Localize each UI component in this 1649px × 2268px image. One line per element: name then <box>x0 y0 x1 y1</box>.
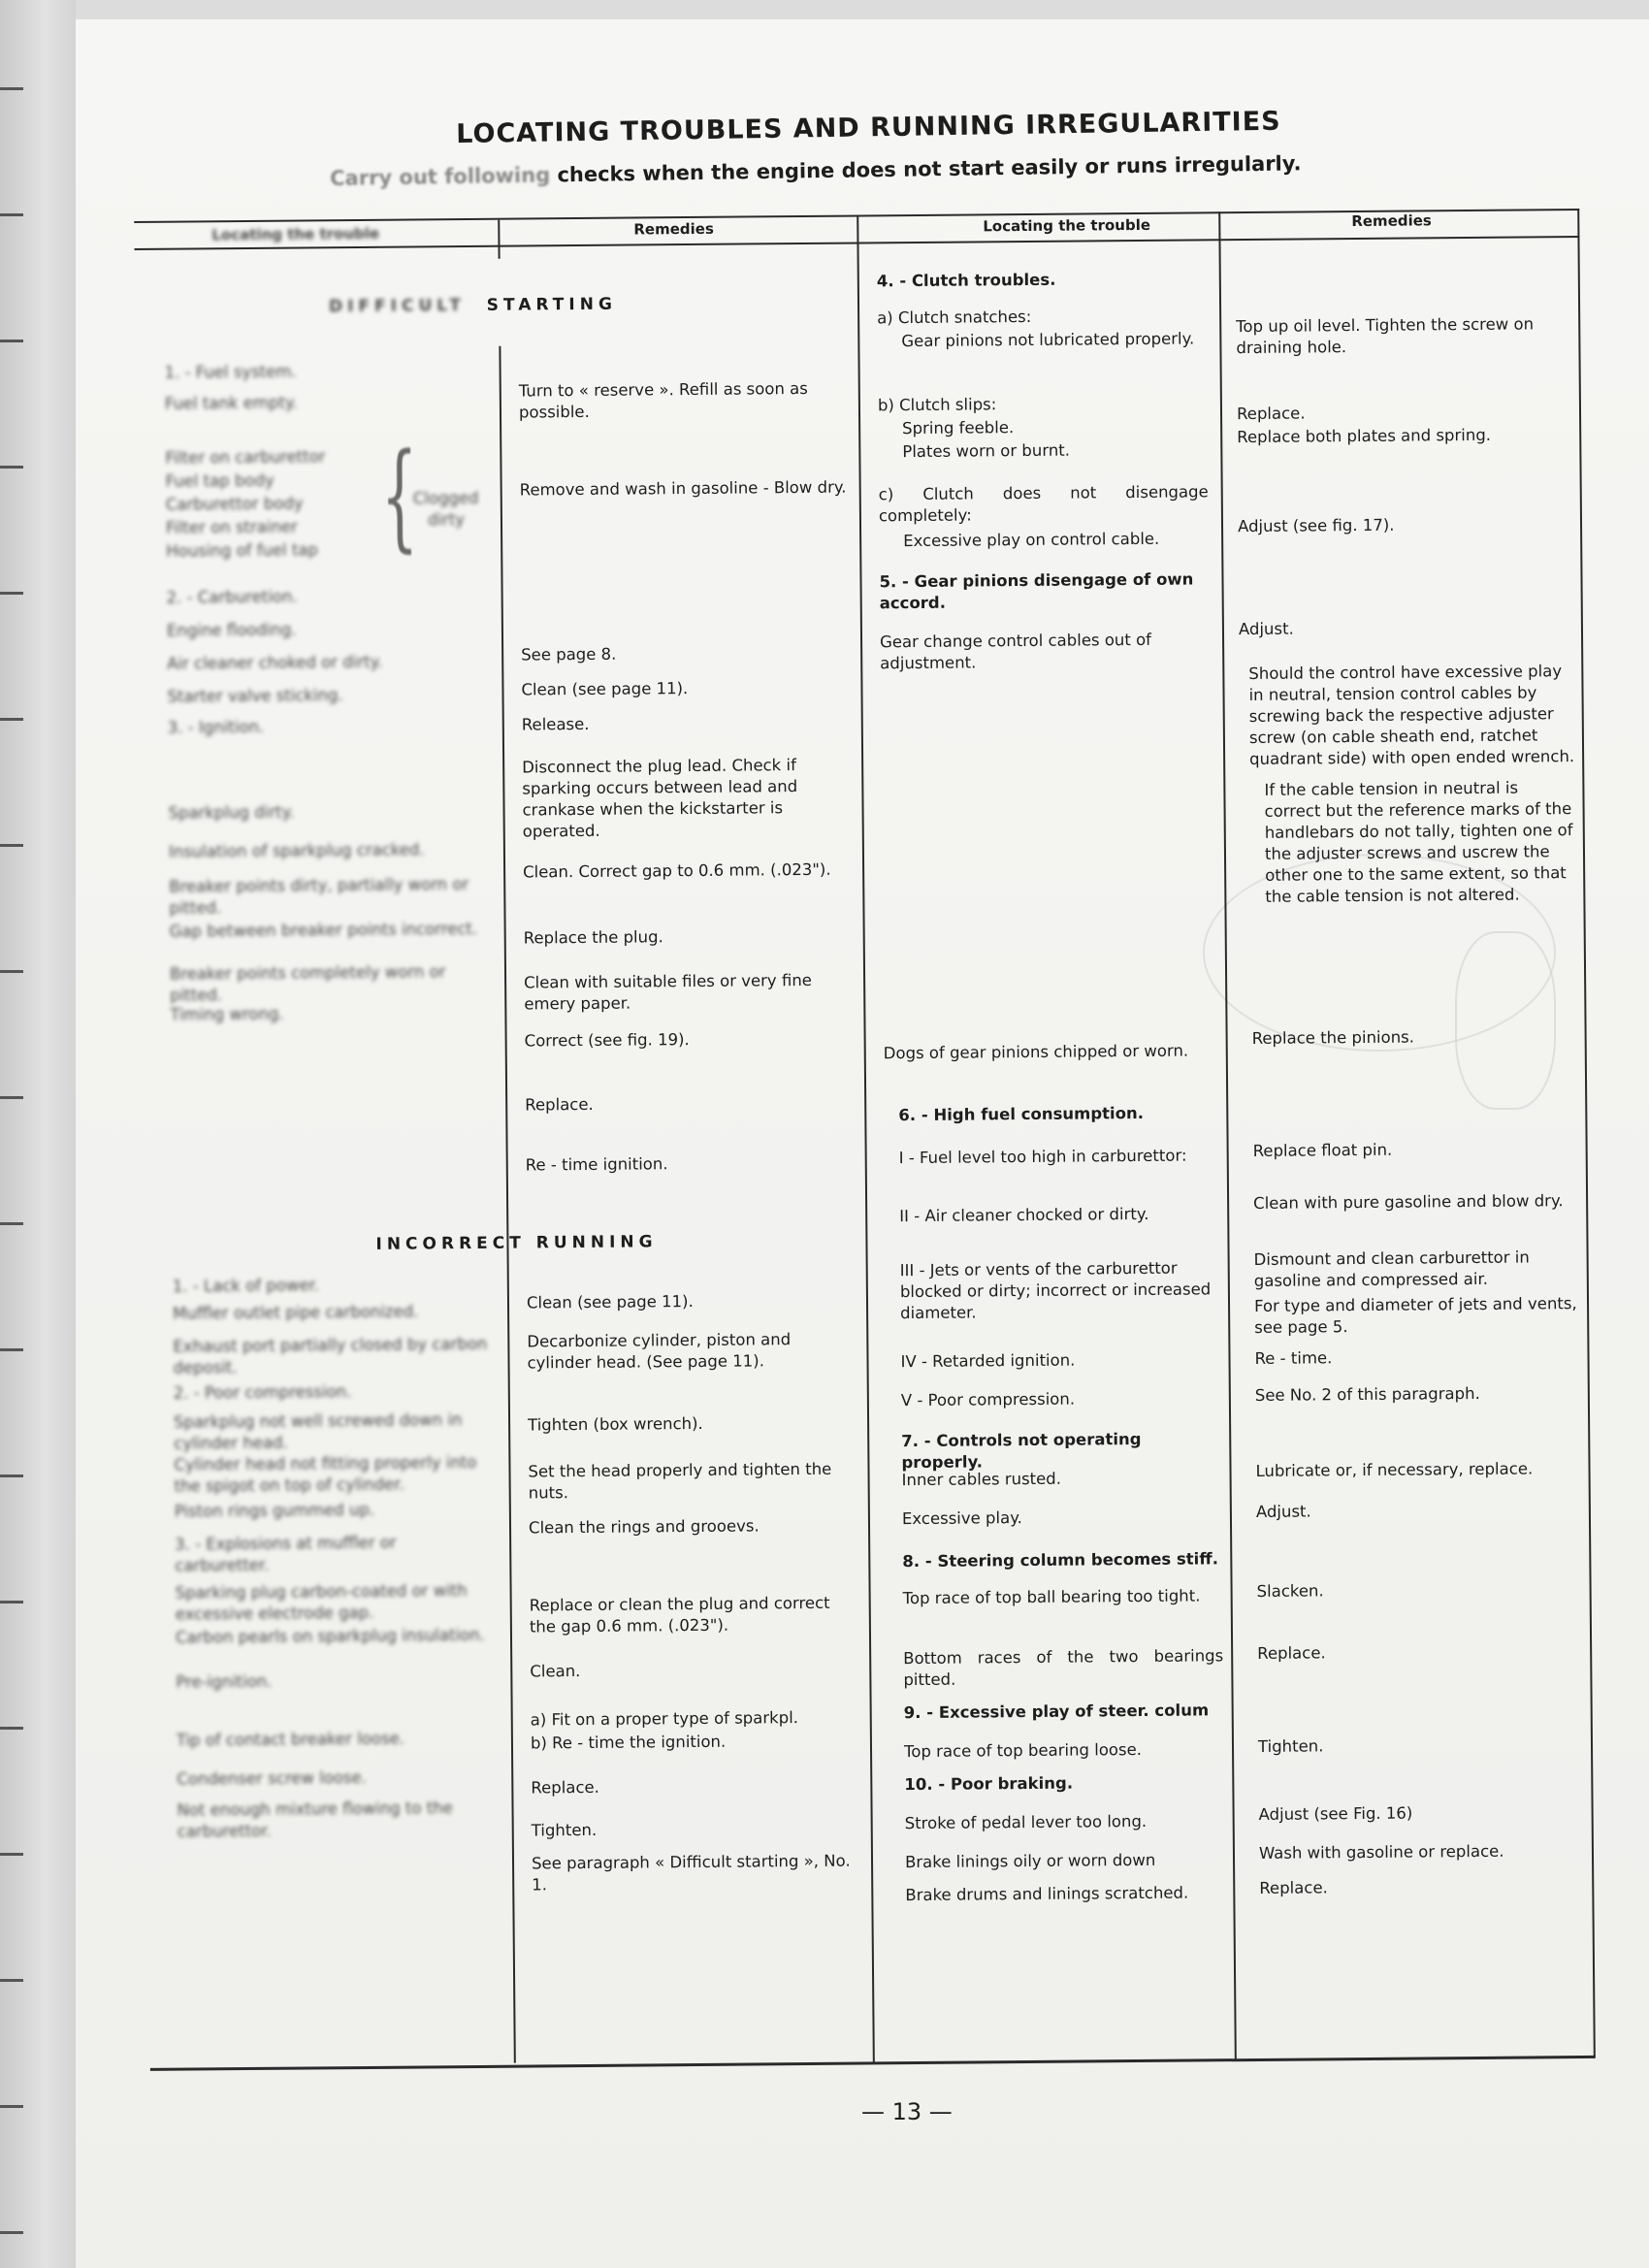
left-trouble: Pre-ignition. <box>176 1671 273 1692</box>
left-trouble: Not enough mixture flowing to the carburettor. <box>177 1798 453 1841</box>
left-trouble: Engine flooding. <box>166 620 297 640</box>
left-remedy: Set the head properly and tighten the nuts. <box>528 1459 832 1503</box>
left-remedy: Turn to « reserve ». Refill as soon as possible. <box>518 378 808 422</box>
right-trouble: Dogs of gear pinions chipped or worn. <box>883 1041 1189 1063</box>
left-remedy: Tighten. <box>531 1820 598 1840</box>
left-trouble: Exhaust port partially closed by carbon deposit. <box>173 1334 488 1377</box>
left-trouble: 3. - Ignition. <box>167 717 265 737</box>
right-trouble-heading: 9. - Excessive play of steer. colum <box>903 1701 1210 1723</box>
left-remedy: Clean with suitable files or very fine emery paper. <box>524 970 812 1014</box>
right-trouble: a) Clutch snatches: <box>877 307 1032 328</box>
left-remedy: Re - time ignition. <box>525 1154 668 1175</box>
right-trouble: Top race of top bearing loose. <box>903 1739 1143 1762</box>
right-trouble: Stroke of pedal lever too long. <box>904 1811 1148 1833</box>
header-left-locating: Locating the trouble <box>211 224 380 244</box>
right-trouble: Brake linings oily or worn down <box>904 1850 1156 1872</box>
right-trouble: I - Fuel level too high in carburettor: <box>898 1146 1187 1168</box>
left-remedy: Clean (see page 11). <box>526 1292 694 1312</box>
right-remedy: Adjust (see fig. 17). <box>1237 515 1395 536</box>
right-remedy: Replace. <box>1257 1643 1326 1663</box>
right-trouble-heading: 5. - Gear pinions disengage of own accord. <box>879 569 1194 613</box>
trouble-table <box>134 181 1596 2076</box>
right-remedy: Wash with gasoline or replace. <box>1258 1841 1504 1863</box>
right-remedy: If the cable tension in neutral is correct but the reference marks of the handlebars do not tally, tighten one of the adjuster screws and uscrew the other one to the same extent, so that the cable tension is not altered. <box>1264 778 1573 906</box>
right-remedy: Replace. <box>1236 404 1306 424</box>
right-trouble: Gear pinions not lubricated properly. <box>901 329 1195 351</box>
left-remedy: Clean (see page 11). <box>521 679 689 699</box>
left-remedy: See page 8. <box>521 644 617 664</box>
right-trouble-heading: 7. - Controls not operating properly. <box>901 1429 1142 1473</box>
right-remedy: Replace. <box>1259 1878 1328 1897</box>
left-trouble: Clogged <box>412 488 479 508</box>
left-trouble: Fuel tap body <box>165 470 275 491</box>
right-remedy: Replace the pinions. <box>1251 1027 1415 1048</box>
left-trouble: Cylinder head not fitting properly into the spigot on top of cylinder. <box>174 1452 477 1496</box>
right-trouble: c) Clutch does not disengage completely: <box>878 482 1209 526</box>
left-remedy: Correct (see fig. 19). <box>524 1030 690 1051</box>
right-trouble: Plates worn or burnt. <box>902 440 1071 462</box>
left-remedy: Disconnect the plug lead. Check if sparking occurs between lead and crankase when the kickstarter is operated. <box>522 756 798 841</box>
left-trouble: Piston rings gummed up. <box>174 1500 375 1521</box>
left-remedy: Replace. <box>531 1777 599 1798</box>
left-trouble: Carbon pearls on sparkplug insulation. <box>175 1625 485 1647</box>
right-remedy: Should the control have excessive play in neutral, tension control cables by screwing back the respective adjuster screw (on cable sheath end, ratchet quadrant side) with open ended wrench. <box>1248 662 1575 768</box>
right-trouble: III - Jets or vents of the carburettor blocked or dirty; incorrect or increased diameter. <box>899 1258 1212 1323</box>
brace: { <box>380 429 419 565</box>
left-trouble: Insulation of sparkplug cracked. <box>168 840 425 861</box>
right-remedy: Re - time. <box>1254 1348 1333 1368</box>
right-trouble: Inner cables rusted. <box>901 1469 1062 1490</box>
left-trouble: Filter on strainer <box>165 517 298 537</box>
page-number: — 13 — <box>861 2098 953 2125</box>
left-trouble: Condenser screw loose. <box>177 1767 368 1789</box>
right-remedy: For type and diameter of jets and vents, see page 5. <box>1253 1294 1577 1337</box>
right-trouble: IV - Retarded ignition. <box>900 1350 1076 1372</box>
left-trouble: Timing wrong. <box>170 1004 284 1024</box>
left-trouble: Gap between breaker points incorrect. <box>169 919 478 941</box>
left-remedy: Remove and wash in gasoline - Blow dry. <box>519 477 847 500</box>
header-left-remedies: Remedies <box>633 219 714 239</box>
binder-edge <box>0 0 76 2268</box>
left-trouble: 3. - Explosions at muffler or carburetter. <box>175 1533 397 1575</box>
left-trouble: 2. - Carburetion. <box>166 587 298 607</box>
right-trouble: Top race of top ball bearing too tight. <box>902 1586 1201 1608</box>
right-trouble: Spring feeble. <box>902 418 1015 438</box>
right-trouble-heading: 8. - Steering column becomes stiff. <box>902 1549 1219 1571</box>
page-title: LOCATING TROUBLES AND RUNNING IRREGULARITIES <box>456 106 1281 149</box>
section-difficult-starting: DIFFICULT STARTING <box>328 294 617 317</box>
subtitle-blurred: Carry out following <box>330 163 551 190</box>
right-remedy: Tighten. <box>1257 1736 1324 1756</box>
right-trouble: II - Air cleaner chocked or dirty. <box>899 1204 1149 1226</box>
right-remedy: Adjust. <box>1238 619 1294 639</box>
left-trouble: Carburettor body <box>165 494 304 514</box>
right-remedy: Lubricate or, if necessary, replace. <box>1255 1459 1534 1480</box>
right-remedy: Dismount and clean carburettor in gasoline and compressed air. <box>1253 1247 1530 1290</box>
left-remedy: See paragraph « Difficult starting », No. 1. <box>531 1851 851 1895</box>
right-trouble: Excessive play. <box>901 1508 1022 1529</box>
right-remedy: Top up oil level. Tighten the screw on draining hole. <box>1236 314 1535 358</box>
col-divider-1b <box>499 346 515 2063</box>
right-remedy: Replace float pin. <box>1252 1140 1393 1160</box>
left-trouble: Filter on carburettor <box>165 447 326 468</box>
left-remedy: Release. <box>521 714 590 734</box>
left-remedy: Replace the plug. <box>523 927 663 948</box>
right-trouble: V - Poor compression. <box>900 1389 1076 1410</box>
left-trouble: Air cleaner choked or dirty. <box>167 652 383 673</box>
left-trouble: Tip of contact breaker loose. <box>176 1729 405 1750</box>
left-remedy: Clean the rings and grooevs. <box>528 1516 760 1538</box>
right-trouble-heading: 4. - Clutch troubles. <box>876 270 1056 291</box>
left-remedy: Clean. Correct gap to 0.6 mm. (.023"). <box>523 859 831 882</box>
right-remedy: Clean with pure gasoline and blow dry. <box>1253 1191 1564 1213</box>
right-trouble: Bottom races of the two bearings pitted. <box>903 1646 1224 1690</box>
right-trouble-heading: 10. - Poor braking. <box>904 1773 1074 1795</box>
right-remedy: Adjust (see Fig. 16) <box>1258 1803 1413 1824</box>
right-remedy: Slacken. <box>1256 1581 1324 1601</box>
left-trouble: Sparking plug carbon-coated or with excessive electrode gap. <box>175 1581 468 1624</box>
left-trouble: 1. - Lack of power. <box>172 1276 320 1296</box>
left-remedy: b) Re - time the ignition. <box>530 1732 727 1753</box>
left-trouble: Starter valve sticking. <box>167 686 343 706</box>
right-trouble: Gear change control cables out of adjustment. <box>879 630 1152 673</box>
left-remedy: Replace. <box>525 1094 594 1115</box>
subtitle-text: checks when the engine does not start easily or runs irregularly. <box>557 151 1302 187</box>
right-trouble: b) Clutch slips: <box>877 395 997 415</box>
left-trouble: 2. - Poor compression. <box>173 1382 352 1403</box>
left-remedy: Decarbonize cylinder, piston and cylinder head. (See page 11). <box>527 1330 792 1373</box>
left-remedy: a) Fit on a proper type of sparkpl. <box>530 1708 799 1730</box>
left-trouble: Breaker points completely worn or pitted. <box>169 962 446 1005</box>
right-remedy: See No. 2 of this paragraph. <box>1254 1383 1480 1405</box>
left-trouble: Sparkplug not well screwed down in cylinder head. <box>173 1410 463 1453</box>
right-trouble: Excessive play on control cable. <box>903 529 1160 551</box>
header-right-remedies: Remedies <box>1351 211 1432 231</box>
left-trouble: Fuel tank empty. <box>164 393 298 413</box>
left-trouble: Breaker points dirty, partially worn or pitted. <box>169 875 469 918</box>
left-trouble: 1. - Fuel system. <box>164 362 297 382</box>
header-right-locating: Locating the trouble <box>983 215 1151 236</box>
section-incorrect-running: INCORRECT RUNNING <box>375 1232 658 1254</box>
left-trouble: Housing of fuel tap <box>166 540 319 561</box>
left-remedy: Replace or clean the plug and correct the gap 0.6 mm. (.023"). <box>529 1593 830 1636</box>
right-remedy: Adjust. <box>1255 1502 1311 1521</box>
col-divider-1 <box>498 220 500 259</box>
left-trouble: Muffler outlet pipe carbonized. <box>172 1302 419 1323</box>
right-trouble: Brake drums and linings scratched. <box>905 1883 1189 1905</box>
right-remedy: Replace both plates and spring. <box>1237 425 1492 447</box>
left-trouble: Sparkplug dirty. <box>168 802 295 823</box>
right-trouble-heading: 6. - High fuel consumption. <box>898 1103 1145 1125</box>
left-remedy: Tighten (box wrench). <box>528 1413 703 1435</box>
left-trouble: dirty <box>427 510 466 530</box>
left-remedy: Clean. <box>530 1662 581 1681</box>
